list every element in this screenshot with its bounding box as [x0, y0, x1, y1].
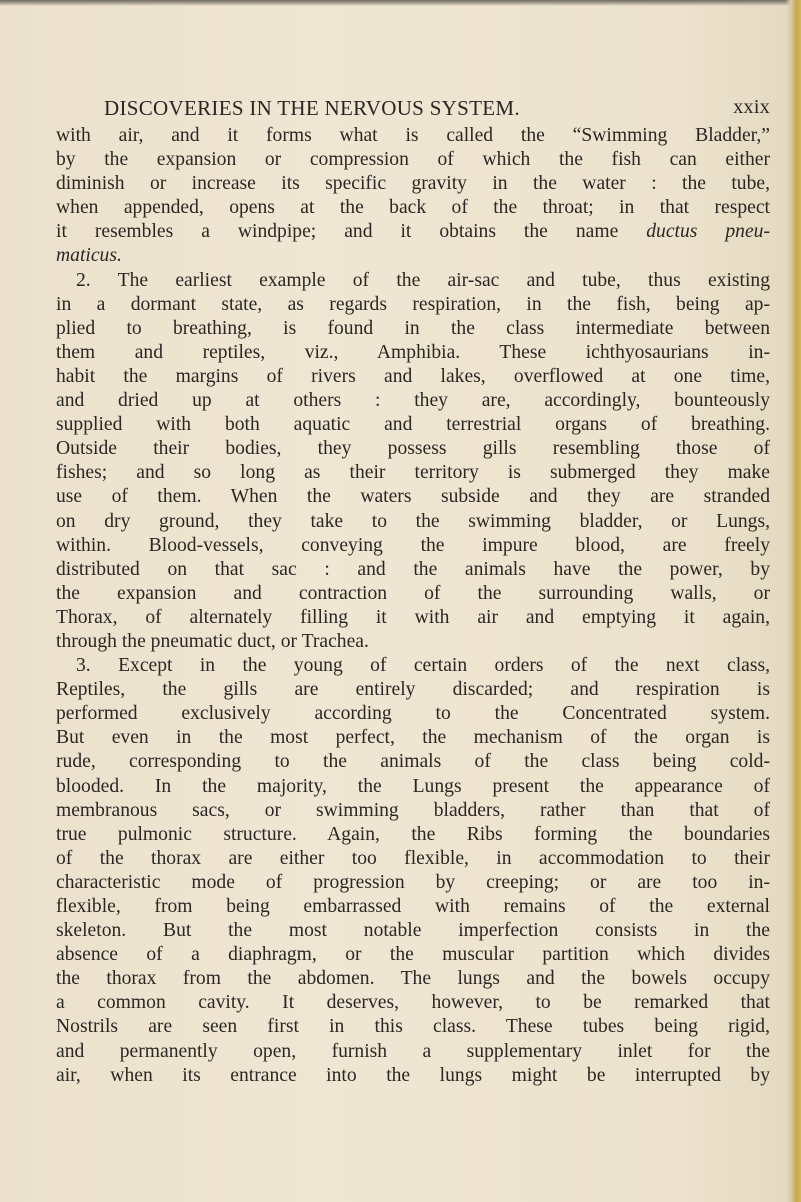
text-line	[56, 461, 770, 485]
text-line	[56, 196, 770, 220]
text-run: with air, and it forms what is called the “Swimming Bladder,”	[56, 125, 770, 146]
text-run: rude, corresponding to the animals of the class being cold-	[56, 751, 770, 773]
text-line	[56, 220, 770, 244]
text-line	[56, 1064, 770, 1088]
text-line	[56, 630, 770, 654]
text-line	[56, 702, 770, 726]
text-line	[56, 750, 770, 774]
text-run: flexible, from being embarrassed with remains of the external	[56, 896, 770, 917]
text-run: by the expansion or compression of which the fish can either	[56, 149, 770, 171]
text-line	[56, 606, 770, 630]
page-top-edge	[0, 0, 801, 6]
text-line	[56, 678, 770, 702]
text-run: Thorax, of alternately filling it with air and emptying it again,	[56, 606, 770, 628]
text-line	[56, 1040, 770, 1064]
text-line	[56, 895, 770, 919]
text-line	[56, 534, 770, 558]
text-line	[56, 799, 770, 823]
text-line	[56, 389, 770, 413]
text-run: 3. Except in the young of certain orders of the next class,	[76, 655, 770, 677]
text-run: membranous sacs, or swimming bladders, rather than that of	[56, 799, 770, 821]
italic-text-run: ductus pneu-	[646, 221, 770, 243]
text-run: absence of a diaphragm, or the muscular partition which divides	[56, 944, 770, 966]
text-line	[56, 293, 770, 317]
text-run: it resembles a windpipe; and it obtains the name	[56, 221, 647, 243]
text-run: Reptiles, the gills are entirely discarded; and respiration is	[56, 679, 770, 701]
text-run: habit the margins of rivers and lakes, overflowed at one time,	[56, 365, 770, 387]
text-run: the expansion and contraction of the surrounding walls, or	[56, 582, 770, 604]
text-run: plied to breathing, is found in the class intermediate between	[56, 317, 770, 339]
page-number: xxix	[733, 96, 770, 118]
text-run: diminish or increase its specific gravity in the water : the tube,	[56, 173, 770, 195]
text-line	[56, 365, 770, 389]
text-run: within. Blood-vessels, conveying the impure blood, are freely	[56, 534, 770, 556]
text-line	[56, 991, 770, 1015]
running-header	[104, 96, 770, 122]
text-line	[56, 847, 770, 871]
text-run: skeleton. But the most notable imperfection consists in the	[56, 920, 770, 942]
text-line	[56, 775, 770, 799]
text-line	[56, 485, 770, 509]
text-line	[56, 413, 770, 437]
text-line	[56, 317, 770, 341]
running-title: DISCOVERIES IN THE NERVOUS SYSTEM.	[104, 96, 520, 120]
text-run: performed exclusively according to the Concentrated system.	[56, 703, 770, 725]
text-run: distributed on that sac : and the animals have the power, by	[56, 558, 770, 580]
text-run: blooded. In the majority, the Lungs present the appearance of	[56, 775, 770, 797]
text-line	[56, 823, 770, 847]
text-line	[56, 510, 770, 534]
italic-text-run: maticus.	[56, 245, 122, 267]
text-run: of the thorax are either too flexible, in accommodation to their	[56, 847, 770, 869]
text-run: 2. The earliest example of the air-sac and tube, thus existing	[76, 269, 770, 291]
body-text	[56, 124, 770, 1088]
text-run: through the pneumatic duct, or Trachea.	[56, 630, 369, 652]
text-line	[56, 919, 770, 943]
text-line	[56, 437, 770, 461]
text-line	[56, 943, 770, 967]
text-run: them and reptiles, viz., Amphibia. These ichthyosaurians in-	[56, 341, 770, 363]
text-line	[56, 871, 770, 895]
text-line	[56, 269, 770, 293]
text-line	[56, 172, 770, 196]
text-run: use of them. When the waters subside and they are stranded	[56, 486, 770, 508]
text-run: But even in the most perfect, the mechanism of the organ is	[56, 727, 770, 749]
page-gilt-edge	[785, 0, 801, 1202]
text-run: characteristic mode of progression by creeping; or are too in-	[56, 871, 770, 893]
text-run: on dry ground, they take to the swimming bladder, or Lungs,	[56, 510, 770, 532]
text-line	[56, 654, 770, 678]
text-line	[56, 582, 770, 606]
text-run: a common cavity. It deserves, however, to be remarked that	[56, 992, 770, 1014]
text-run: when appended, opens at the back of the throat; in that respect	[56, 197, 770, 219]
text-line	[56, 967, 770, 991]
text-run: air, when its entrance into the lungs might be interrupted by	[56, 1064, 770, 1086]
text-run: and permanently open, furnish a supplementary inlet for the	[56, 1040, 770, 1062]
text-line	[56, 558, 770, 582]
text-line	[56, 244, 770, 268]
text-run: Outside their bodies, they possess gills resembling those of	[56, 438, 770, 460]
text-run: supplied with both aquatic and terrestrial organs of breathing.	[56, 414, 770, 436]
text-line	[56, 148, 770, 172]
text-run: Nostrils are seen first in this class. These tubes being rigid,	[56, 1016, 770, 1038]
text-run: and dried up at others : they are, accordingly, bounteously	[56, 390, 770, 412]
text-line	[56, 124, 770, 148]
text-run: the thorax from the abdomen. The lungs and the bowels occupy	[56, 968, 770, 990]
text-line	[56, 726, 770, 750]
text-line	[56, 341, 770, 365]
text-run: in a dormant state, as regards respiration, in the fish, being ap-	[56, 293, 770, 315]
text-line	[56, 1015, 770, 1039]
text-run: true pulmonic structure. Again, the Ribs forming the boundaries	[56, 823, 770, 845]
text-run: fishes; and so long as their territory is submerged they make	[56, 462, 770, 484]
